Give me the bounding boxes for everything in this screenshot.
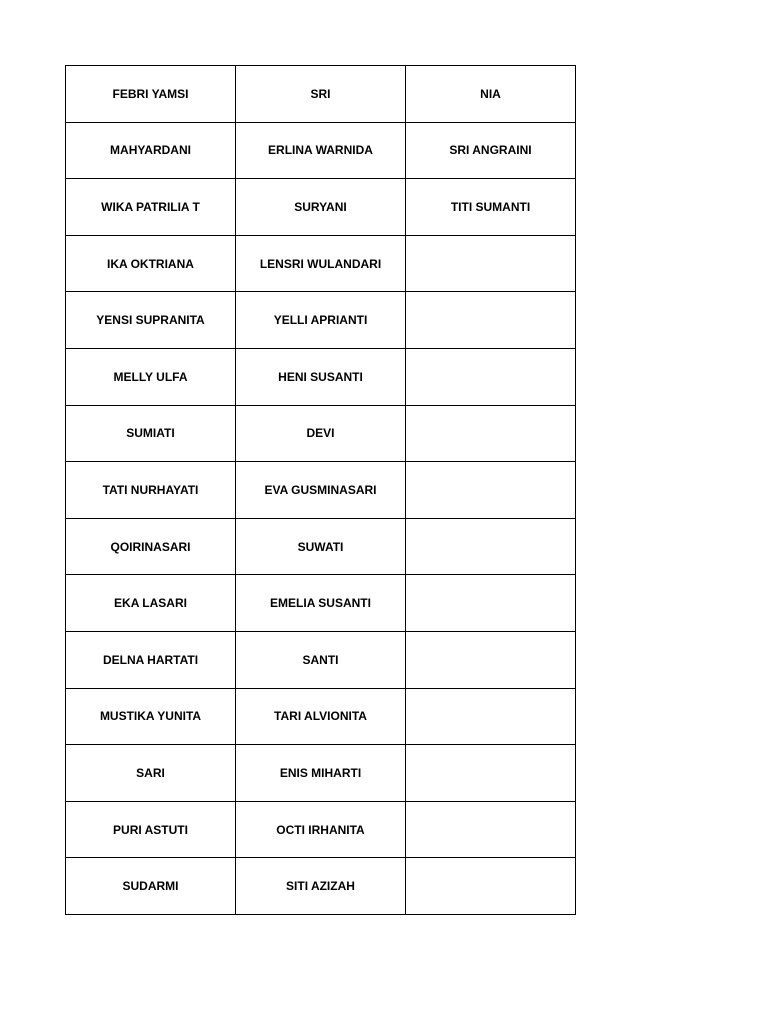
table-cell: EMELIA SUSANTI <box>236 575 406 632</box>
table-cell <box>406 518 576 575</box>
table-row <box>66 405 576 462</box>
table-cell <box>406 292 576 349</box>
table-cell <box>406 575 576 632</box>
table-row <box>66 858 576 915</box>
table-cell: MELLY ULFA <box>66 348 236 405</box>
table-cell: SRI ANGRAINI <box>406 122 576 179</box>
table-cell: DELNA HARTATI <box>66 631 236 688</box>
table-row <box>66 745 576 802</box>
table-cell: OCTI IRHANITA <box>236 801 406 858</box>
table-cell <box>406 858 576 915</box>
table-row <box>66 122 576 179</box>
table-cell: ERLINA WARNIDA <box>236 122 406 179</box>
table-cell <box>406 745 576 802</box>
table-cell: TARI ALVIONITA <box>236 688 406 745</box>
table-cell <box>406 801 576 858</box>
name-table <box>65 65 576 915</box>
table-row <box>66 631 576 688</box>
table-cell: YENSI SUPRANITA <box>66 292 236 349</box>
table-cell: LENSRI WULANDARI <box>236 235 406 292</box>
table-cell: TATI NURHAYATI <box>66 462 236 519</box>
table-cell: HENI SUSANTI <box>236 348 406 405</box>
table-cell: FEBRI YAMSI <box>66 66 236 123</box>
table-cell: MAHYARDANI <box>66 122 236 179</box>
table-row <box>66 575 576 632</box>
table-row <box>66 179 576 236</box>
table-cell: MUSTIKA YUNITA <box>66 688 236 745</box>
table-cell: SUDARMI <box>66 858 236 915</box>
table-cell <box>406 405 576 462</box>
table-cell: SANTI <box>236 631 406 688</box>
table-cell: ENIS MIHARTI <box>236 745 406 802</box>
table-cell: SITI AZIZAH <box>236 858 406 915</box>
table-cell: PURI ASTUTI <box>66 801 236 858</box>
table-cell <box>406 462 576 519</box>
table-cell: SUWATI <box>236 518 406 575</box>
name-table-body <box>66 66 576 915</box>
table-row <box>66 462 576 519</box>
table-cell: IKA OKTRIANA <box>66 235 236 292</box>
table-cell: NIA <box>406 66 576 123</box>
table-row <box>66 292 576 349</box>
table-cell <box>406 235 576 292</box>
table-cell: SURYANI <box>236 179 406 236</box>
table-cell: WIKA PATRILIA T <box>66 179 236 236</box>
table-row <box>66 801 576 858</box>
table-row <box>66 348 576 405</box>
table-cell: EKA LASARI <box>66 575 236 632</box>
table-row <box>66 518 576 575</box>
table-row <box>66 688 576 745</box>
table-cell: SRI <box>236 66 406 123</box>
table-cell: SARI <box>66 745 236 802</box>
table-cell: DEVI <box>236 405 406 462</box>
table-cell: TITI SUMANTI <box>406 179 576 236</box>
table-cell <box>406 631 576 688</box>
table-cell <box>406 688 576 745</box>
table-cell: SUMIATI <box>66 405 236 462</box>
table-cell: YELLI APRIANTI <box>236 292 406 349</box>
table-row <box>66 235 576 292</box>
document-page <box>65 65 576 915</box>
table-cell <box>406 348 576 405</box>
table-cell: QOIRINASARI <box>66 518 236 575</box>
table-row <box>66 66 576 123</box>
table-cell: EVA GUSMINASARI <box>236 462 406 519</box>
